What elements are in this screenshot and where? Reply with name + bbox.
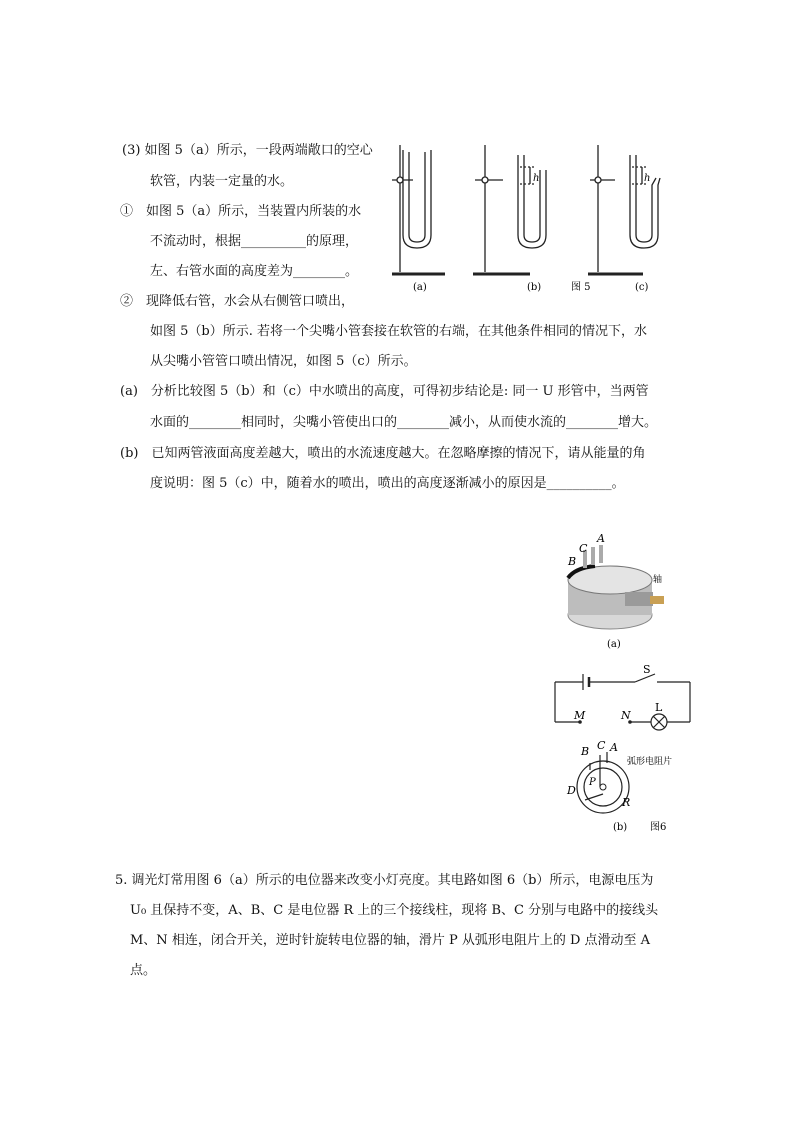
fig6a-caption: (a) [607, 639, 621, 650]
fig6b-label-C: C [597, 739, 606, 752]
figure-5 [385, 140, 685, 300]
fig6b-label-R: R [622, 796, 631, 809]
fig6b-label-A: A [610, 741, 618, 754]
fig5-label-a: (a) [413, 282, 427, 293]
fig6a-label-A: A [597, 532, 605, 545]
q3-intro-line1: (3) 如图 5（a）所示，一段两端敞口的空心 [122, 143, 373, 158]
fig6a-label-C: C [579, 542, 588, 555]
q3-sub-a-line1: (a) 分析比较图 5（b）和（c）中水喷出的高度，可得初步结论是: 同一 U 形管中，当两管 [120, 384, 649, 399]
q3-part1-line3: 左、右管水面的高度差为________。 [150, 264, 359, 279]
q5-line4: 点。 [130, 963, 157, 978]
fig5-h-label-b: h [533, 173, 540, 184]
fig6a-label-shaft: 轴 [653, 575, 663, 585]
fig6b-label-M: M [574, 709, 586, 722]
q3-sub-b-line1: (b) 已知两管液面高度差越大，喷出的水流速度越大。在忽略摩擦的情况下，请从能量的角 [120, 446, 646, 461]
q3-part1-line1: ① 如图 5（a）所示，当装置内所装的水 [120, 204, 362, 219]
q3-sub-a-line2: 水面的________相同时，尖嘴小管使出口的________减小，从而使水流的________增大。 [150, 415, 658, 430]
fig6b-label-P: P [589, 777, 596, 788]
fig6b-label-L: L [655, 701, 663, 714]
figure-6b-circuit [545, 660, 705, 835]
fig5-label-c: (c) [635, 282, 649, 293]
fig5-label-b: (b) [527, 282, 542, 293]
fig6-caption: 图6 [650, 822, 667, 833]
figure-6a-potentiometer [555, 530, 685, 655]
fig6b-label-B: B [581, 745, 590, 758]
q3-sub-b-line2: 度说明：图 5（c）中，随着水的喷出，喷出的高度逐渐减小的原因是__________。 [150, 476, 625, 491]
q3-intro-line2: 软管，内装一定量的水。 [150, 174, 294, 189]
q5-line3: M、N 相连，闭合开关，逆时针旋转电位器的轴，滑片 P 从弧形电阻片上的 D 点滑动至 A [130, 933, 651, 948]
fig6b-label-D: D [567, 784, 576, 797]
fig6b-caption: (b) [613, 822, 628, 833]
fig6b-label-arc: 弧形电阻片 [627, 757, 673, 767]
fig5-h-label-c: h [644, 173, 651, 184]
q3-part2-line2: 如图 5（b）所示. 若将一个尖嘴小管套接在软管的右端，在其他条件相同的情况下，水 [150, 324, 647, 339]
fig6a-label-B: B [568, 555, 577, 568]
fig5-caption: 图 5 [571, 282, 591, 293]
q5-line1: 5. 调光灯常用图 6（a）所示的电位器来改变小灯亮度。其电路如图 6（b）所示，电源电压为 [115, 873, 654, 888]
q3-part1-line2: 不流动时，根据__________的原理， [150, 234, 359, 249]
q3-part2-line1: ② 现降低右管，水会从右侧管口喷出， [120, 294, 355, 309]
q5-line2: U₀ 且保持不变，A、B、C 是电位器 R 上的三个接线柱，现将 B、C 分别与电路中的接线头 [130, 903, 659, 918]
q3-part2-line3: 从尖嘴小管管口喷出情况，如图 5（c）所示。 [150, 354, 417, 369]
fig6b-label-S: S [643, 663, 651, 676]
fig6b-label-N: N [621, 709, 631, 722]
